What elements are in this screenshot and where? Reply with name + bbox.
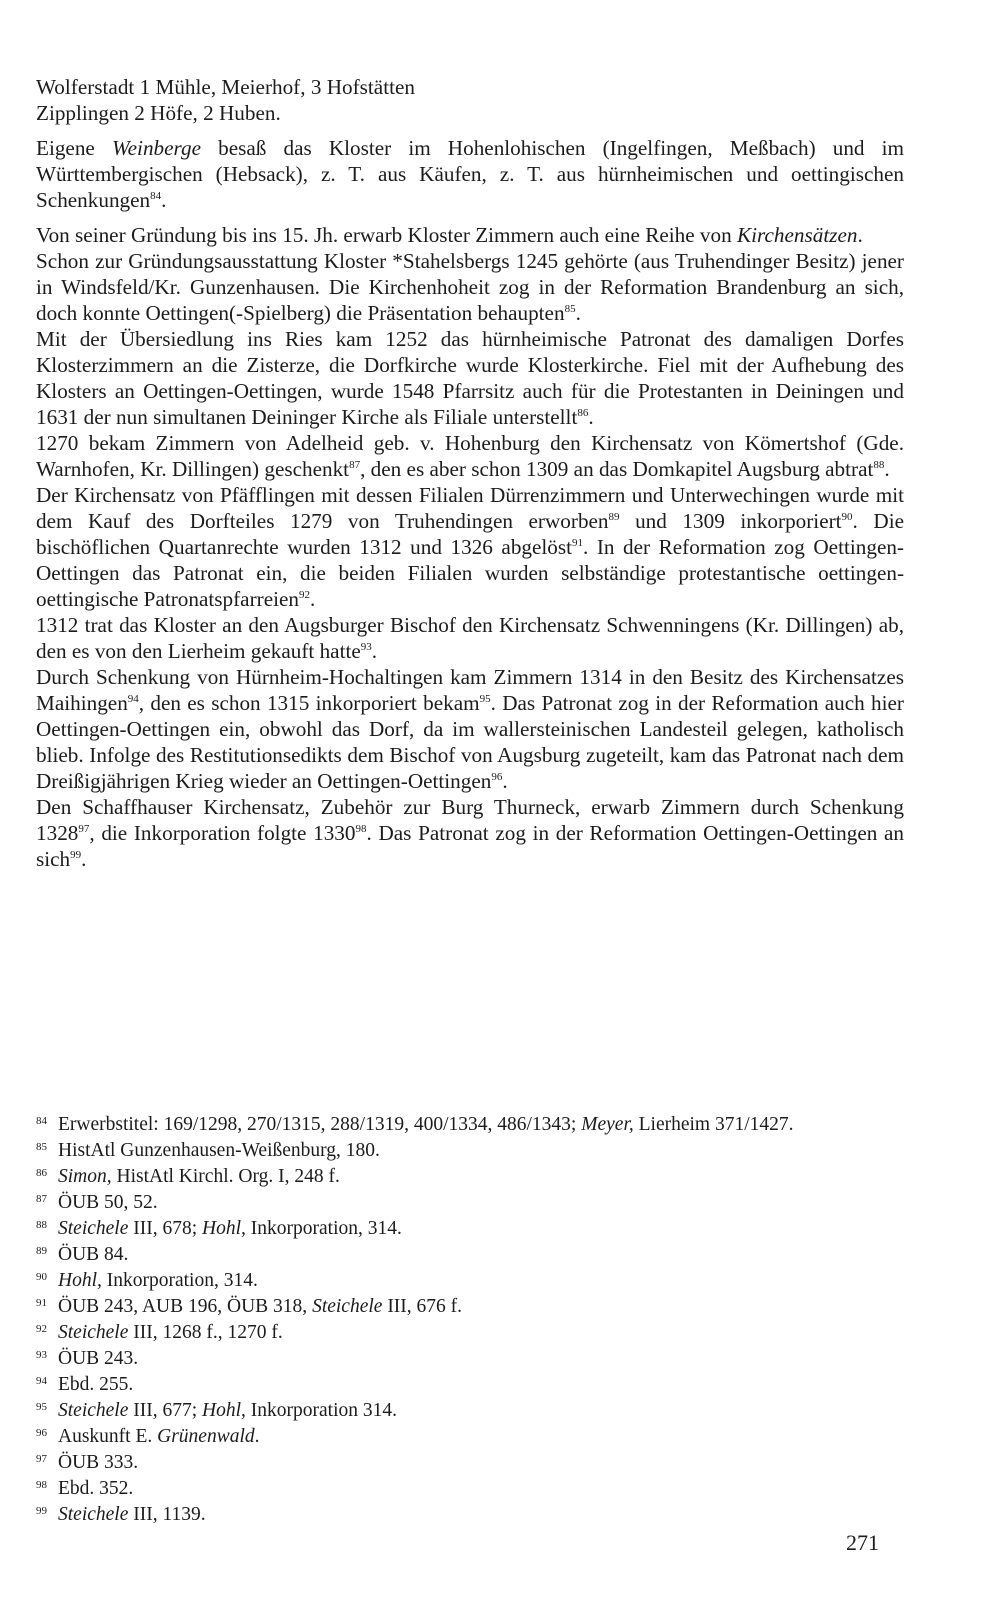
footnote-84: 84 Erwerbstitel: 169/1298, 270/1315, 288/1319, 400/1334, 486/1343; Meyer, Lierheim 371/1427. bbox=[36, 1114, 794, 1135]
footnote-86: 86 Simon, HistAtl Kirchl. Org. I, 248 f. bbox=[36, 1166, 340, 1187]
footnote-85: 85 HistAtl Gunzenhausen-Weißenburg, 180. bbox=[36, 1140, 380, 1161]
footnote-ref[interactable]: 89 bbox=[608, 510, 620, 523]
paragraph-schaffhausen: Den Schaffhauser Kirchensatz, Zubehör zur Burg Thurneck, erwarb Zimmern durch Schenkung 1328$^{97}$, die Inkorporation folgte 1330$^{98}$. Das Patronat zog in der Reformation Oettingen-Oettingen an sich$^{99}$. bbox=[36, 795, 904, 871]
footnote-95: 95 Steichele III, 677; Hohl, Inkorporation 314. bbox=[36, 1400, 398, 1421]
paragraph-klosterzimmern: Mit der Übersiedlung ins Ries kam 1252 das hürnheimische Patronat des damaligen Dorfes Klosterzimmern an die Zisterze, die Dorfkirche wurde Klosterkirche. Fiel mit der Aufhebung des Klosters an Oettingen-Oettingen, wurde 1548 Pfarrsitz auch für die Protestanten in Deiningen und 1631 der nun simultanen Deininger Kirche als Filiale unterstellt$^{86}$. bbox=[36, 327, 904, 429]
footnote-ref[interactable]: 86 bbox=[577, 406, 589, 419]
weinberge-term: Weinberge bbox=[111, 136, 201, 160]
weinberge-paragraph: Eigene Weinberge besaß das Kloster im Hohenlohischen (Ingelfingen, Meßbach) und im Württembergischen (Hebsack), z. T. aus Käufen, z. T. aus hürnheimischen und oettingischen Schenkungen$^{84}$. bbox=[36, 136, 905, 212]
footnote-ref[interactable]: 96 bbox=[491, 770, 503, 783]
footnote-ref[interactable]: 91 bbox=[572, 536, 584, 549]
paragraph-koemertshof: 1270 bekam Zimmern von Adelheid geb. v. Hohenburg den Kirchensatz von Kömertshof (Gde. Warnhofen, Kr. Dillingen) geschenkt$^{87}$, den es aber schon 1309 an das Domkapitel Augsburg abtrat$^{88}$. bbox=[36, 431, 904, 481]
footnote-ref[interactable]: 94 bbox=[127, 692, 139, 705]
footnote-94: 94 Ebd. 255. bbox=[36, 1374, 134, 1395]
footnote-ref[interactable]: 92 bbox=[298, 588, 310, 601]
main-text bbox=[36, 74, 904, 872]
footnote-91: 91 ÖUB 243, AUB 196, ÖUB 318, Steichele III, 676 f. bbox=[36, 1296, 463, 1317]
footnote-90: 90 Hohl, Inkorporation, 314. bbox=[36, 1270, 258, 1291]
kirchensaetze-term: Kirchensätzen bbox=[737, 223, 858, 247]
paragraph-pfaefflingen: Der Kirchensatz von Pfäfflingen mit dessen Filialen Dürrenzimmern und Unterwechingen wurde mit dem Kauf des Dorfteiles 1279 von Truhendingen erworben$^{89}$ und 1309 inkorporiert$^{90}$. Die bischöflichen Quartanrechte wurden 1312 und 1326 abgelöst$^{91}$. In der Reformation zog Oettingen-Oettingen das Patronat ein, die beiden Filialen wurden selbständige protestantische oettingen-oettingische Patronatspfarreien$^{92}$. bbox=[36, 483, 904, 611]
footnote-87: 87 ÖUB 50, 52. bbox=[36, 1192, 158, 1213]
paragraph-schwenningen: 1312 trat das Kloster an den Augsburger Bischof den Kirchensatz Schwenningens (Kr. Dillingen) ab, den es von den Lierheim gekauft hatte$^{93}$. bbox=[36, 613, 904, 663]
footnote-97: 97 ÖUB 333. bbox=[36, 1452, 139, 1473]
footnote-96: 96 Auskunft E. Grünenwald. bbox=[36, 1426, 260, 1447]
paragraph-windsfeld: Schon zur Gründungsausstattung Kloster *Stahelsbergs 1245 gehörte (aus Truhendinger Besitz) jener in Windsfeld/Kr. Gunzenhausen. Die Kirchenhoheit zog in der Reformation Brandenburg an sich, doch konnte Oettingen(-Spielberg) die Präsentation behaupten$^{85}$. bbox=[36, 249, 904, 325]
footnote-ref[interactable]: 84 bbox=[150, 189, 162, 202]
footnote-ref[interactable]: 87 bbox=[349, 458, 361, 471]
page-number: 271 bbox=[846, 1530, 879, 1555]
footnote-ref[interactable]: 97 bbox=[78, 822, 90, 835]
footnote-88: 88 Steichele III, 678; Hohl, Inkorporation, 314. bbox=[36, 1218, 402, 1239]
footnote-ref[interactable]: 99 bbox=[70, 848, 82, 861]
footnote-93: 93 ÖUB 243. bbox=[36, 1348, 139, 1369]
footnote-ref[interactable]: 98 bbox=[355, 822, 367, 835]
footnotes bbox=[36, 1113, 904, 1529]
footnote-92: 92 Steichele III, 1268 f., 1270 f. bbox=[36, 1322, 283, 1343]
footnote-ref[interactable]: 88 bbox=[873, 458, 885, 471]
holding-line-wolferstadt: Wolferstadt 1 Mühle, Meierhof, 3 Hofstätten bbox=[36, 75, 415, 99]
holding-line-zipplingen: Zipplingen 2 Höfe, 2 Huben. bbox=[36, 101, 281, 125]
footnote-99: 99 Steichele III, 1139. bbox=[36, 1504, 206, 1525]
kirchensaetze-intro: Von seiner Gründung bis ins 15. Jh. erwarb Kloster Zimmern auch eine Reihe von Kirchensätzen. bbox=[36, 223, 863, 247]
footnote-ref[interactable]: 95 bbox=[479, 692, 491, 705]
footnote-ref[interactable]: 90 bbox=[841, 510, 853, 523]
paragraph-maihingen: Durch Schenkung von Hürnheim-Hochaltingen kam Zimmern 1314 in den Besitz des Kirchensatzes Maihingen$^{94}$, den es schon 1315 inkorporiert bekam$^{95}$. Das Patronat zog in der Reformation auch hier Oettingen-Oettingen ein, obwohl das Dorf, da im wallersteinischen Landesteil gelegen, katholisch blieb. Infolge des Restitutionsedikts dem Bischof von Augsburg zugeteilt, kam das Patronat nach dem Dreißigjährigen Krieg wieder an Oettingen-Oettingen$^{96}$. bbox=[36, 665, 904, 793]
footnote-98: 98 Ebd. 352. bbox=[36, 1478, 134, 1499]
footnote-89: 89 ÖUB 84. bbox=[36, 1244, 129, 1265]
footnote-ref[interactable]: 93 bbox=[360, 640, 372, 653]
footnote-ref[interactable]: 85 bbox=[564, 302, 576, 315]
